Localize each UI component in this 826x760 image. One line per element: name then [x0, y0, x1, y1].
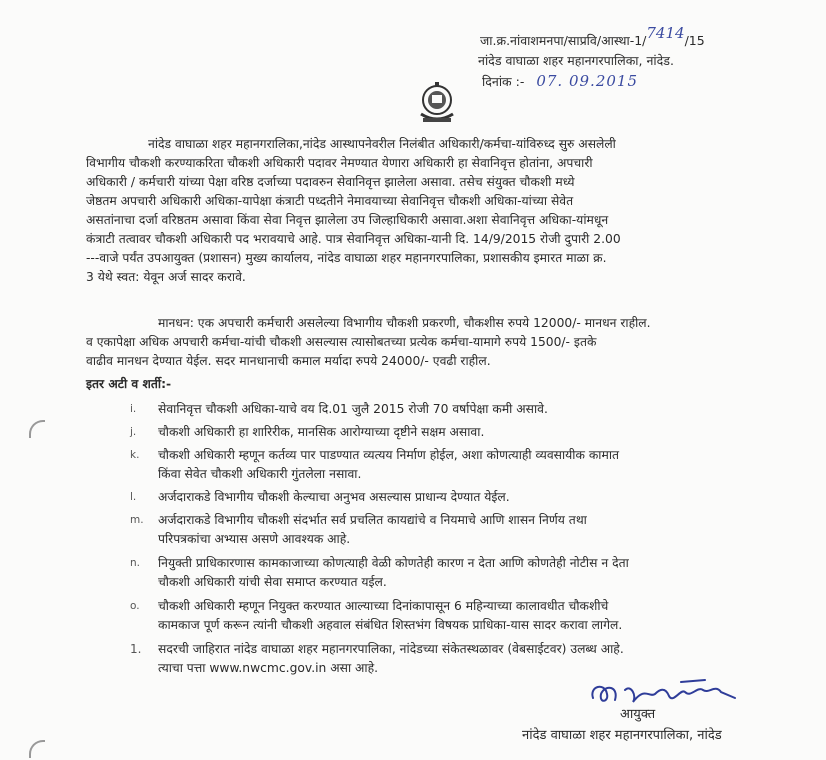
condition-text: परिपत्रकांचा अभ्यास असणे आवश्यक आहे. — [158, 532, 351, 546]
handwritten-signature — [585, 676, 755, 712]
condition-text: चौकशी अधिकारी म्हणून कर्तव्य पार पाडण्यात व्यत्यय निर्माण होईल, अशा कोणत्याही व्यवसायीक कामात — [158, 448, 620, 462]
condition-number: 1. — [130, 642, 142, 656]
signatory-title: आयुक्त — [620, 707, 656, 722]
office-line: नांदेड वाघाळा शहर महानगरपालिका, नांदेड. — [478, 53, 674, 68]
condition-number: m. — [130, 514, 144, 526]
punch-hole-mark — [29, 740, 45, 758]
intro-line: विभागीय चौकशी करण्याकरिता चौकशी अधिकारी पदावर नेमण्यात येणारा अधिकारी हा सेवानिवृत्त होतांना, अपचारी — [86, 156, 593, 170]
intro-line: नांदेड वाघाळा शहर महानगरालिका,नांदेड आस्थापनेवरील निलंबीत अधिकारी/कर्मचा-यांविरुध्द सुरु असलेली — [148, 137, 616, 151]
honorarium-line: मानधन: एक अपचारी कर्मचारी असलेल्या विभागीय चौकशी प्रकरणी, चौकशीस रुपये 12000/- मानधन राहील. — [158, 316, 651, 330]
date-label: दिनांक :- — [482, 74, 525, 89]
reference-number-line — [480, 24, 705, 49]
condition-text: सदरची जाहिरात नांदेड वाघाळा शहर महानगरपालिका, नांदेडच्या संकेतस्थळावर (वेबसाईटवर) उलब्ध आहे. — [158, 642, 624, 656]
condition-text: त्याचा पत्ता www.nwcmc.gov.in असा आहे. — [158, 661, 379, 675]
intro-line: 3 येथे स्वत: येवून अर्ज सादर करावे. — [86, 270, 246, 284]
condition-text: चौकशी अधिकारी यांची सेवा समाप्त करण्यात यईल. — [158, 575, 387, 589]
condition-text: अर्जदाराकडे विभागीय चौकशी केल्याचा अनुभव असल्यास प्राधान्य देण्यात येईल. — [158, 490, 510, 504]
honorarium-paragraph — [86, 314, 754, 371]
intro-line: अधिकारी / कर्मचारी यांच्या पेक्षा वरिष्ठ दर्जाच्या पदावरुन सेवानिवृत्त झालेला असावा. तसेच संयुक्त चौकशी मध्ये — [86, 175, 575, 189]
condition-text: चौकशी अधिकारी म्हणून नियुक्त करण्यात आल्याच्या दिनांकापासून 6 महिन्याच्या कालावधीत चौकशीचे — [158, 599, 609, 613]
signatory-organization: नांदेड वाघाळा शहर महानगरपालिका, नांदेड — [522, 728, 722, 743]
condition-number: l. — [130, 491, 137, 503]
condition-text: नियुक्ती प्राधिकारणास कामकाजाच्या कोणत्याही वेळी कोणतेही कारण न देता आणि कोणतेही नोटीस न देता — [158, 556, 629, 570]
intro-line: ---वाजे पर्यंत उपआयुक्त (प्रशासन) मुख्य कार्यालय, नांदेड वाघाळा शहर महानगरपालिका, प्रशासकीय इमारत माळा क्र. — [86, 251, 607, 265]
intro-line: असतांनाचा दर्जा वरिष्ठतम असावा किंवा सेवा निवृत्त झालेला उप जिल्हाधिकारी असावा.अशा सेवानिवृत्त अधिका-यांमधून — [86, 213, 609, 227]
corporation-emblem-icon — [415, 80, 459, 128]
reference-prefix: जा.क्र.नांवाशमनपा/साप्रवि/आस्था-1/ — [480, 33, 647, 48]
honorarium-line: वाढीव मानधन देण्यात येईल. सदर मानधानाची कमाल मर्यादा रुपये 24000/- एवढी राहील. — [86, 354, 491, 368]
date-line — [482, 73, 638, 90]
condition-number: n. — [130, 557, 140, 569]
condition-number: j. — [130, 426, 137, 438]
handwritten-date: 07. 09.2015 — [536, 72, 638, 90]
condition-number: k. — [130, 449, 140, 461]
intro-paragraph — [86, 135, 754, 287]
punch-hole-mark — [29, 420, 45, 438]
intro-line: जेष्ठतम अपचारी अधिकारी अधिका-यापेक्षा कंत्राटी पध्दतीने नेमावयाच्या सेवानिवृत्त चौकशी अधिका-यांच्या सेवेत — [86, 194, 574, 208]
intro-line: कंत्राटी तत्वावर चौकशी अधिकारी पद भरावयाचे आहे. पात्र सेवानिवृत्त अधिका-यानी दि. 14/9/2015 रोजी दुपारी 2.00 — [86, 232, 621, 246]
reference-suffix: /15 — [684, 33, 705, 48]
conditions-heading: इतर अटी व शर्ती:- — [86, 377, 172, 391]
handwritten-reference-number: 7414 — [646, 24, 685, 42]
condition-number: o. — [130, 600, 140, 612]
condition-text: सेवानिवृत्त चौकशी अधिका-याचे वय दि.01 जुलै 2015 रोजी 70 वर्षापेक्षा कमी असावे. — [158, 402, 548, 416]
condition-number: i. — [130, 403, 137, 415]
honorarium-line: व एकापेक्षा अधिक अपचारी कर्मचा-यांची चौकशी असल्यास त्यासोबतच्या प्रत्येक कर्मचा-यामागे रुपये 1500/- इतके — [86, 335, 597, 349]
condition-text: किंवा सेवेत चौकशी अधिकारी गुंतलेला नसावा. — [158, 467, 362, 481]
condition-text: चौकशी अधिकारी हा शारिरीक, मानसिक आरोग्याच्या दृष्टीने सक्षम असावा. — [158, 425, 485, 439]
condition-text: अर्जदाराकडे विभागीय चौकशी संदर्भात सर्व प्रचलित कायद्यांचे व नियमाचे आणि शासन निर्णय तथा — [158, 513, 587, 527]
condition-text: कामकाज पूर्ण करून त्यांनी चौकशी अहवाल संबंधित शिस्तभंग विषयक प्राधिका-यास सादर करावा लागेल. — [158, 618, 623, 632]
